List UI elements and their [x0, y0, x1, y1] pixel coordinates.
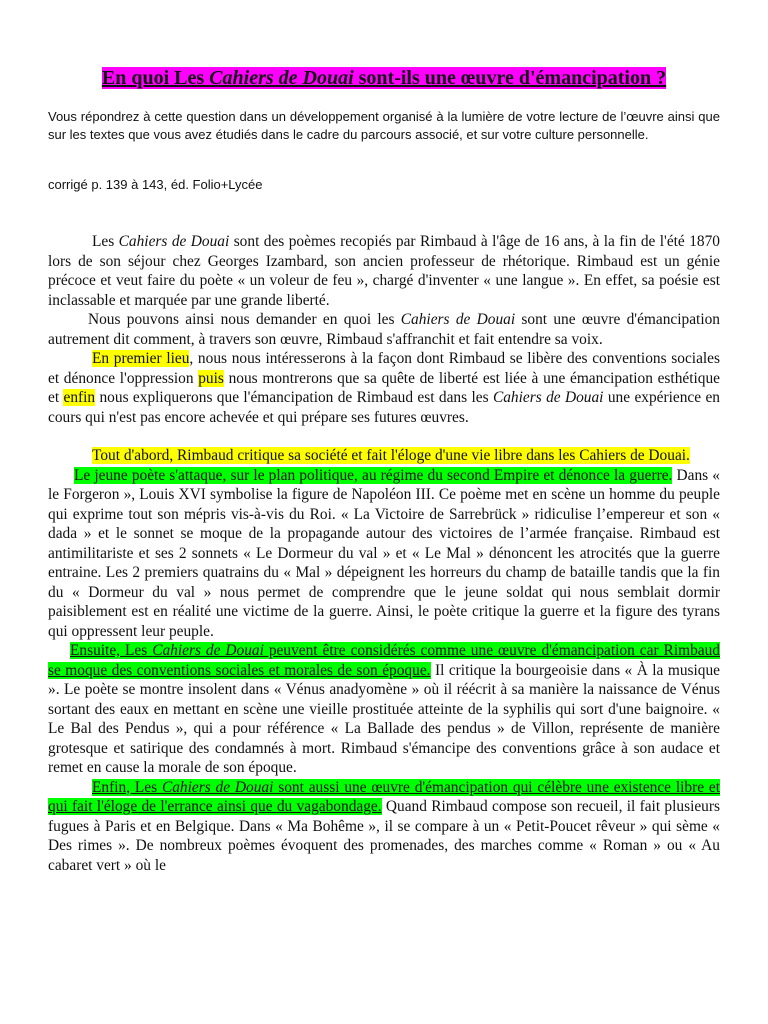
highlight-connector: enfin	[63, 389, 96, 406]
text-run: une expérience en cours qui n'est pas encore achevée et qui prépare ses futures œuvres.	[48, 389, 720, 426]
essay-question-title	[0, 64, 768, 92]
italic-title: Cahiers de Douai	[492, 389, 604, 406]
text-run: nous expliquerons que l'émancipation de Rimbaud est dans les	[95, 389, 493, 406]
title-italic-work: Cahiers de Douai	[209, 67, 354, 89]
text-run: Enfin, Les	[92, 778, 162, 796]
text-run: sont aussi une œuvre d'émancipation qui célèbre une existence libre et qui fait l'éloge de l'errance ainsi que du vagabondage.	[48, 778, 720, 815]
text-run: Nous pouvons ainsi nous demander en quoi les	[88, 311, 401, 328]
paragraph-gap	[48, 427, 720, 446]
italic-title: Cahiers de Douai	[152, 642, 264, 659]
highlight-connector: puis	[198, 369, 224, 387]
part1-argument-3	[48, 778, 720, 876]
highlight-argument: Le jeune poète s'attaque, sur le plan politique, au régime du second Empire et dénonce la guerre.	[74, 466, 673, 484]
text-run: sont des poèmes recopiés par Rimbaud à l'âge de 16 ans, à la fin de l'été 1870 lors de son séjour chez Georges Izambard, son ancien professeur de rhétorique. Rimbaud est un génie précoce et veut faire du poète « un voleur de feu », chargé d'inventer « une langue ». En effet, sa poésie est inclassable et marquée par une grande liberté.	[48, 233, 720, 309]
title-highlight	[102, 67, 666, 89]
italic-title: Cahiers de Douai	[161, 778, 274, 796]
highlight-part-heading: Tout d'abord, Rimbaud critique sa société et fait l'éloge d'une vie libre dans les Cahiers de Douai.	[92, 447, 690, 464]
part1-argument-2	[48, 641, 720, 778]
instructions-paragraph: Vous répondrez à cette question dans un développement organisé à la lumière de votre lecture de l’œuvre ainsi que sur les textes que vous avez étudiés dans le cadre du parcours associé, et sur votre culture personnelle.	[48, 109, 720, 142]
italic-title: Cahiers de Douai	[118, 233, 230, 250]
text-run: , nous nous intéresserons à la façon dont Rimbaud se libère des conventions sociales et dénonce l'oppression	[48, 350, 720, 387]
part1-argument-1	[48, 466, 720, 642]
intro-paragraph-plan	[48, 349, 720, 427]
text-run: Quand Rimbaud compose son recueil, il fait plusieurs fugues à Paris et en Belgique. Dans « Ma Bohême », il se compare à un « Petit-Poucet rêveur » qui sème « Des rimes ». De nombreux poèmes évoquent des promenades, des marches comme « Roman » ou « Au cabaret vert » où le	[48, 798, 720, 874]
text-run: peuvent être considérés comme une œuvre d'émancipation car Rimbaud se moque des conventions sociales et morales de son époque.	[48, 642, 720, 679]
intro-paragraph-problem	[48, 310, 720, 349]
text-run: Ensuite, Les	[70, 642, 153, 659]
title-text-end: sont-ils une œuvre d'émancipation ?	[353, 67, 667, 89]
essay-body	[48, 232, 720, 875]
intro-paragraph-context	[48, 232, 720, 310]
reference-line: corrigé p. 139 à 143, éd. Folio+Lycée	[48, 177, 263, 192]
text-run: sont une œuvre d'émancipation autrement dit comment, à travers son œuvre, Rimbaud s'affranchit et fait entendre sa voix.	[48, 311, 720, 348]
part1-heading	[48, 446, 720, 466]
text-run: Dans « le Forgeron », Louis XVI symbolise la figure de Napoléon III. Ce poème met en scène un homme du peuple qui exprime tout son mépris vis-à-vis du Roi. « La Victoire de Sarrebrück » ridiculise l’empereur et son « dada » et le sonnet se moque de la propagande autour des victoires de l’armée française. Rimbaud est antimilitariste et ses 2 sonnets « Le Dormeur du val » et « Le Mal » dénoncent les atrocités que la guerre entraine. Les 2 premiers quatrains du « Mal » dépeignent les horreurs du champ de bataille tandis que la fin du « Dormeur du val » nous permet de comprendre que le jeune soldat qui nous semblait dormir paisiblement est en réalité une victime de la guerre. Ainsi, le poète critique la guerre et la figure des tyrans qui oppressent leur peuple.	[48, 466, 720, 640]
title-text-start: En quoi Les	[101, 67, 210, 89]
text-run: nous montrerons que sa quête de liberté est liée à une émancipation esthétique et	[48, 369, 720, 406]
text-run: Les	[92, 233, 119, 250]
italic-title: Cahiers de Douai	[400, 311, 516, 328]
text-run: Il critique la bourgeoisie dans « À la musique ». Le poète se montre insolent dans « Vénus anadyomène » où il réécrit à sa manière la naissance de Vénus sortant des eaux en mettant en scène une vieille prostituée atteinte de la syphilis qui sort d'une baignoire. « Le Bal des Pendus », qui a pour référence « La Ballade des pendus » de Villon, représente de manière grotesque et satirique des condamnés à mort. Rimbaud s'émancipe des conventions grâce à son audace et remet en cause la morale de son époque.	[48, 661, 720, 776]
highlight-connector: En premier lieu	[92, 350, 190, 367]
